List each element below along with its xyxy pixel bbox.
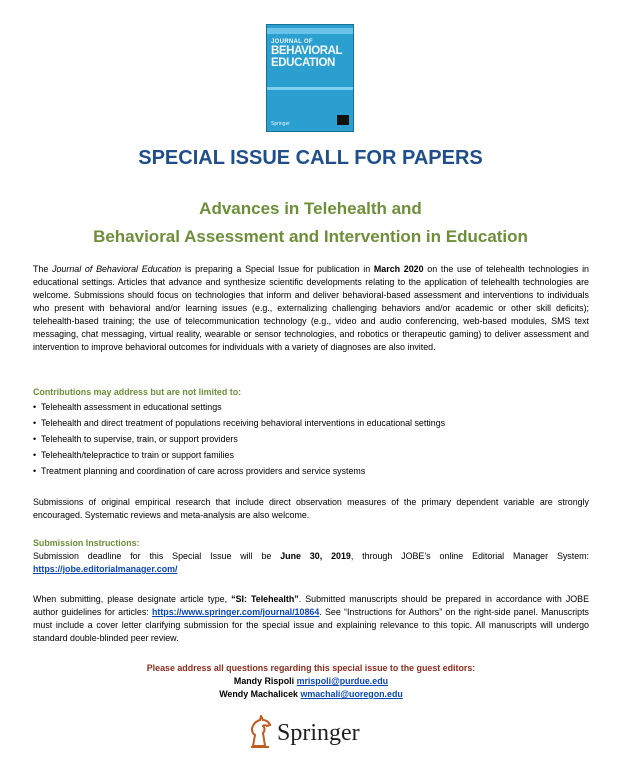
instructions-heading: Submission Instructions: [33,538,140,548]
list-item: • Telehealth to supervise, train, or support providers [33,431,589,447]
journal-name: Journal of Behavioral Education [52,264,182,274]
publication-date: March 2020 [373,264,424,274]
instructions-text-2: , through JOBE’s online Editorial Manager System: [350,551,589,561]
page-title: SPECIAL ISSUE CALL FOR PAPERS [138,147,483,169]
editors-heading: Please address all questions regarding this special issue to the guest editors: [146,663,476,673]
cover-top-band [267,28,353,34]
cover-journal-small: JOURNAL OF [271,39,313,45]
cover-strip [267,87,353,90]
intro-text-1: The [33,264,53,274]
springer-horse-icon [247,715,273,749]
springer-wordmark: Springer [277,720,360,746]
list-item: • Treatment planning and coordination of care across providers and service systems [33,463,589,479]
journal-cover-image [266,24,354,132]
contributions-heading: Contributions may address but are not limited to: [33,387,242,397]
cover-journal-line2: EDUCATION [271,56,335,69]
guest-editors-section [33,662,589,701]
editor-email-link[interactable]: wmachali@uoregon.edu [300,689,403,699]
submitting-text-2: . Submitted manuscripts should be prepared in accordance with JOBE author guidelines for articles: [33,594,590,617]
list-item: • Telehealth assessment in educational settings [33,399,589,415]
deadline-date: June 30, 2019 [280,551,351,561]
submitting-text-1: When submitting, please designate article type, [33,594,232,604]
springer-logo [247,715,377,751]
cover-thumbnail [337,115,349,125]
submitting-paragraph [33,593,589,645]
contributions-list [33,399,589,479]
editor-email-link[interactable]: mrispoli@purdue.edu [296,676,389,686]
subtitle-line-1: Advances in Telehealth and [199,199,422,218]
editor-name: Wendy Machalicek [219,689,298,699]
editorial-manager-link[interactable]: https://jobe.editorialmanager.com/ [33,564,178,574]
intro-text-2: is preparing a Special Issue for publication in [181,264,374,274]
article-type: “SI: Telehealth” [231,594,299,604]
cover-journal-line1: BEHAVIORAL [271,45,343,57]
submission-instructions [33,537,589,576]
cover-publisher: Springer [271,121,290,127]
cover-journal-title [271,39,351,69]
editor-name: Mandy Rispoli [233,676,295,686]
contributions-section [33,386,589,479]
list-item: • Telehealth/telepractice to train or support families [33,447,589,463]
intro-text-3: on the use of telehealth technologies in educational settings. Articles that advance and synthesize scientific developments relating to the application of telehealth technologies are welcome. Submissions should focus on technologies that inform and deliver behavioral-based assessment and interventions to individuals who present with behavioral and/or learning issues (e.g., externalizing challenging behaviors and/or academic or other skill deficits); telehealth-based training; the use of telecommunication technology (e.g., video and audio conferencing, web-based modules, SMS text messaging, chat messaging, virtual reality, wearable or sensor technologies, and robotics or therapeutic gaming) to deliver assessment and intervention to improve behavioral outcomes for individuals with a variety of diagnoses are also invited. [33,264,589,352]
editor-row [33,675,589,688]
list-item: • Telehealth and direct treatment of populations receiving behavioral interventions in educational settings [33,415,589,431]
author-guidelines-link[interactable]: https://www.springer.com/journal/10864 [151,607,320,617]
instructions-text-1: Submission deadline for this Special Issue will be [33,551,281,561]
intro-paragraph [33,263,589,354]
submitting-text-3: . See “Instructions for Authors” on the right-side panel. Manuscripts must include a cover letter clarifying submission for the special issue and explaining relevance to this topic. All manuscripts will undergo standard double-blinded peer review. [33,607,589,643]
editor-row [33,688,589,701]
instructions-text [33,550,589,576]
submissions-note: Submissions of original empirical research that include direct observation measures of the primary dependent variable are strongly encouraged. Systematic reviews and meta-analysis are also welcome. [33,497,589,520]
subtitle-line-2: Behavioral Assessment and Intervention in Education [93,227,528,246]
